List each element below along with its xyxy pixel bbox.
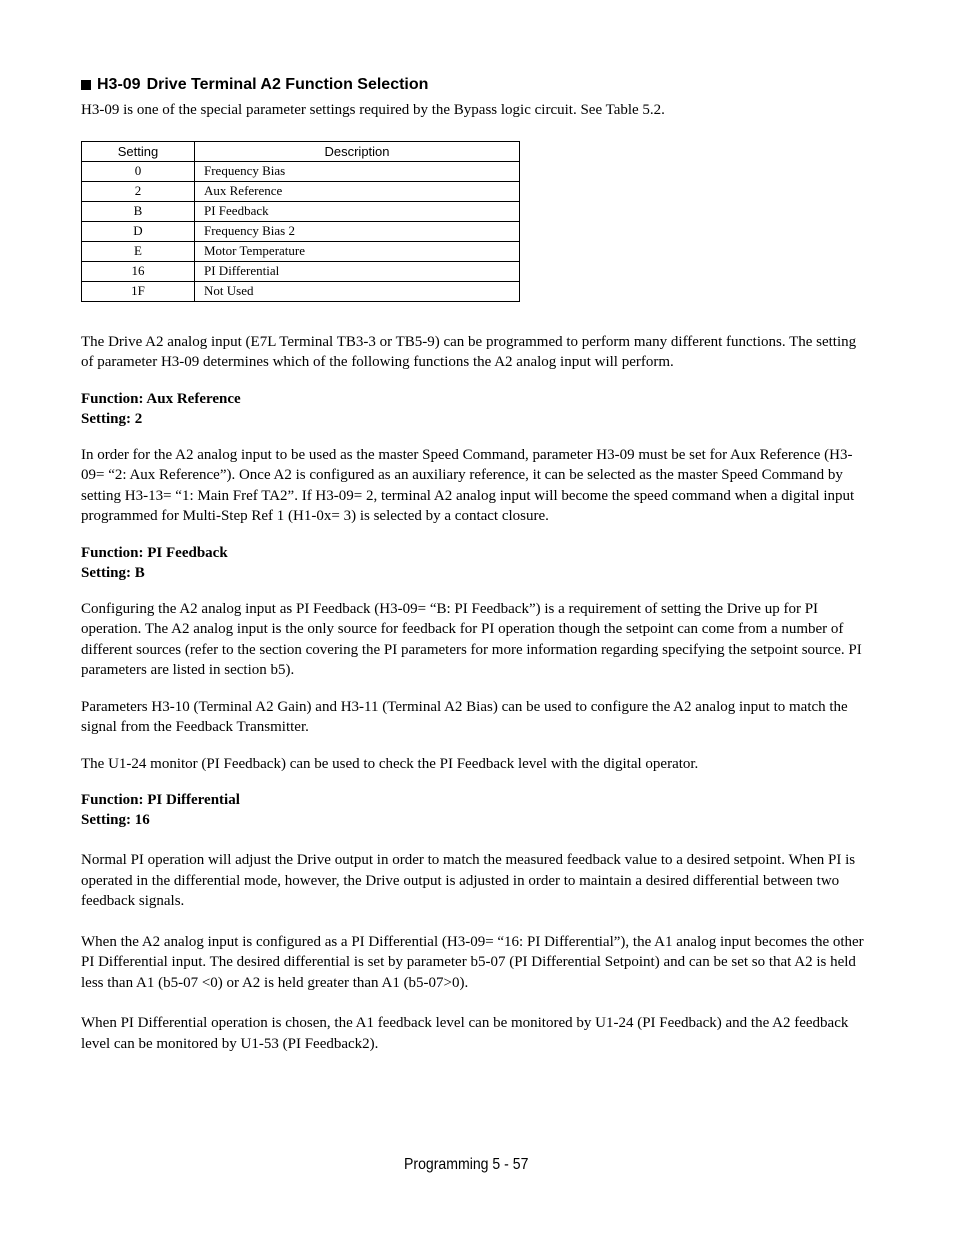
body-paragraph: When the A2 analog input is configured as a PI Differential (H3-09= “16: PI Differential”), the A1 analog input becomes the other PI Differential input. The desired differential is set by parameter b5-07 (PI Differential Setpoint) and can be set so that A2 is held less than A1 (b5-07 <0) or A2 is held greater than A1 (b5-07>0).	[81, 933, 864, 991]
row-setting: 1F	[82, 281, 195, 301]
function-label: Function: PI Feedback	[81, 544, 228, 561]
table-row	[82, 261, 520, 281]
row-setting: B	[82, 201, 195, 221]
body-paragraph: The U1-24 monitor (PI Feedback) can be used to check the PI Feedback level with the digital operator.	[81, 755, 699, 772]
settings-table	[81, 141, 520, 302]
body-paragraph: In order for the A2 analog input to be used as the master Speed Command, parameter H3-09 must be set for Aux Reference (H3-09= “2: Aux Reference”). Once A2 is configured as an auxiliary reference, it can be selected as the master Speed Command by setting H3-13= “1: Main Fref TA2”. If H3-09= 2, terminal A2 analog input will become the speed command when a digital input programmed for Multi-Step Ref 1 (H1-0x= 3) is selected by a contact closure.	[81, 446, 855, 524]
row-setting: 2	[82, 181, 195, 201]
table-row	[82, 221, 520, 241]
function-label: Function: Aux Reference	[81, 390, 241, 407]
row-setting: E	[82, 241, 195, 261]
body-paragraph: Parameters H3-10 (Terminal A2 Gain) and H3-11 (Terminal A2 Bias) can be used to configure the A2 analog input to match the signal from the Feedback Transmitter.	[81, 698, 848, 735]
table-row	[82, 181, 520, 201]
body-paragraph: When PI Differential operation is chosen, the A1 feedback level can be monitored by U1-24 (PI Feedback) and the A2 feedback level can be monitored by U1-53 (PI Feedback2).	[81, 1015, 849, 1052]
body-paragraph: Configuring the A2 analog input as PI Feedback (H3-09= “B: PI Feedback”) is a requirement of setting the Drive up for PI operation. The A2 analog input is the only source for feedback for PI operation though the setpoint can come from a number of different sources (refer to the section covering the PI parameters for more information regarding specifying the setpoint source. PI parameters are listed in section b5).	[81, 600, 862, 678]
function-label: Function: PI Differential	[81, 792, 240, 808]
row-description: Frequency Bias	[195, 161, 520, 181]
function-pi-differential-heading	[81, 790, 871, 830]
setting-label: Setting: 16	[81, 812, 150, 828]
row-description: Motor Temperature	[195, 241, 520, 261]
table-header-row	[82, 141, 520, 161]
section-number: H3-09	[97, 76, 141, 93]
intro-paragraph: H3-09 is one of the special parameter settings required by the Bypass logic circuit. See Table 5.2.	[81, 102, 665, 118]
table-row	[82, 161, 520, 181]
page-footer: Programming 5 - 57	[404, 1156, 529, 1173]
section-title: Drive Terminal A2 Function Selection	[146, 76, 429, 93]
row-description: Frequency Bias 2	[195, 221, 520, 241]
setting-label: Setting: 2	[81, 410, 143, 427]
header-description: Description	[195, 141, 520, 161]
square-bullet-icon	[81, 80, 91, 90]
function-pi-feedback-heading	[81, 543, 871, 583]
row-setting: D	[82, 221, 195, 241]
table-row	[82, 201, 520, 221]
body-paragraph: Normal PI operation will adjust the Drive output in order to match the measured feedback value to a desired setpoint. When PI is operated in the differential mode, however, the Drive output is adjusted in order to maintain a desired differential between two feedback signals.	[81, 852, 856, 909]
setting-label: Setting: B	[81, 564, 145, 581]
row-description: PI Feedback	[195, 201, 520, 221]
row-description: Aux Reference	[195, 181, 520, 201]
overview-paragraph: The Drive A2 analog input (E7L Terminal TB3-3 or TB5-9) can be programmed to perform many different functions. The setting of parameter H3-09 determines which of the following functions the A2 analog input will perform.	[81, 333, 857, 370]
table-row	[82, 281, 520, 301]
page-content	[81, 76, 871, 1054]
section-heading	[81, 76, 871, 94]
header-setting: Setting	[82, 141, 195, 161]
function-aux-reference-heading	[81, 389, 871, 429]
row-description: Not Used	[195, 281, 520, 301]
table-row	[82, 241, 520, 261]
row-description: PI Differential	[195, 261, 520, 281]
row-setting: 0	[82, 161, 195, 181]
row-setting: 16	[82, 261, 195, 281]
